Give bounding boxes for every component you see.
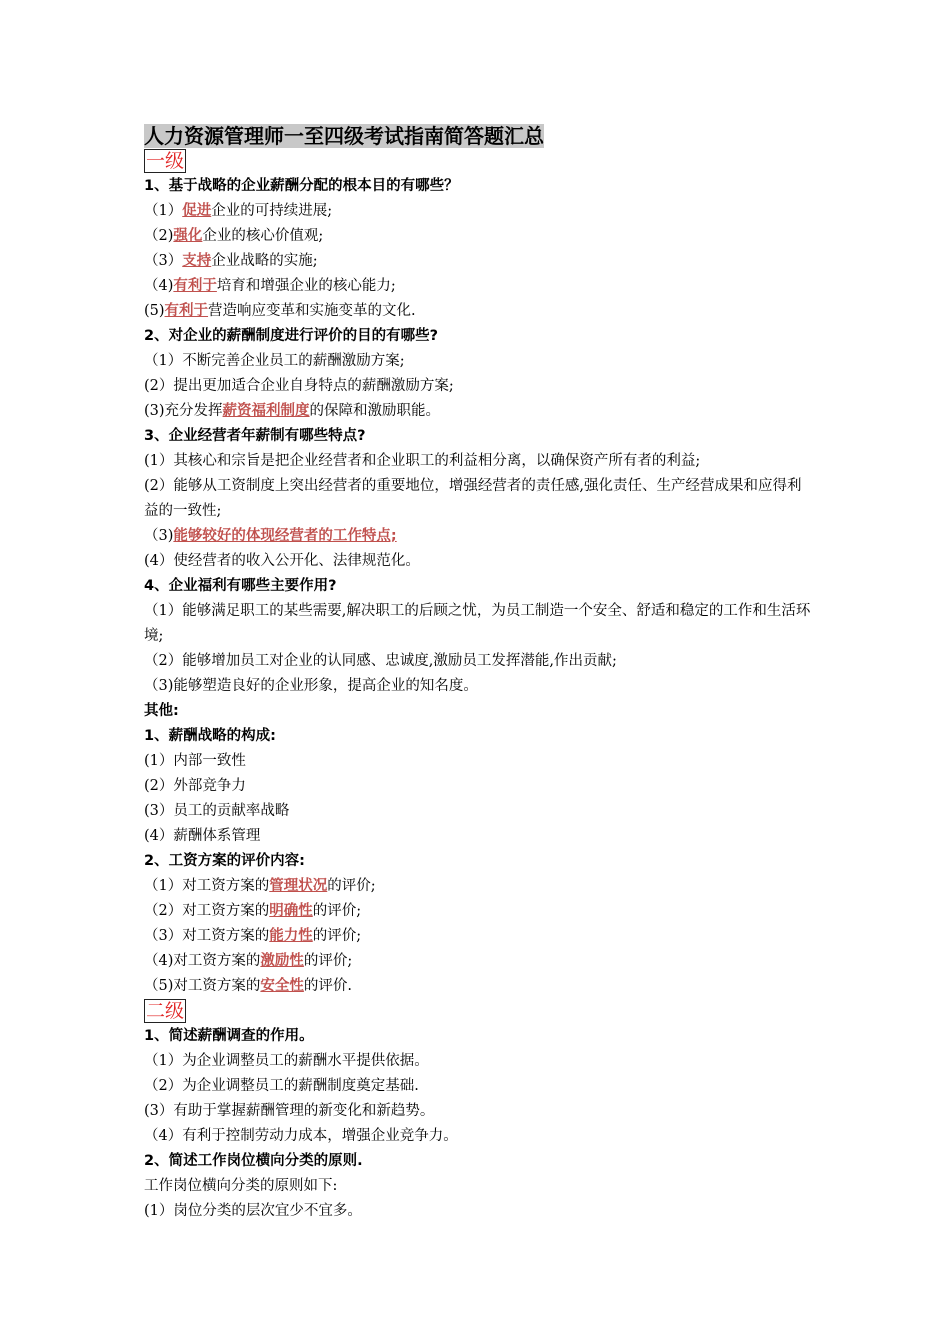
answer-line: (1）其核心和宗旨是把企业经营者和企业职工的利益相分离，以确保资产所有者的利益; [144, 453, 701, 469]
question-heading: 2、对企业的薪酬制度进行评价的目的有哪些? [144, 328, 438, 344]
highlight-term: 安全性 [260, 978, 304, 994]
question-heading: 1、简述薪酬调查的作用。 [144, 1028, 314, 1044]
answer-line: (1）岗位分类的层次宜少不宜多。 [144, 1203, 362, 1219]
answer-line: (4）使经营者的收入公开化、法律规范化。 [144, 553, 420, 569]
answer-line: (2）提出更加适合企业自身特点的薪酬激励方案; [144, 378, 454, 394]
document-title: 人力资源管理师一至四级考试指南简答题汇总 [144, 124, 544, 148]
question-heading: 2、简述工作岗位横向分类的原则. [144, 1153, 363, 1169]
highlight-term: 薪资福利制度 [222, 403, 310, 419]
highlight-term: 激励性 [260, 953, 304, 969]
answer-line: （2）对工资方案的明确性的评价; [144, 903, 362, 919]
highlight-term: 能够较好的体现经营者的工作特点; [173, 528, 397, 544]
level2-heading: 二级 [146, 1000, 185, 1022]
answer-intro: 工作岗位横向分类的原则如下: [144, 1178, 338, 1194]
level1-heading-wrap [144, 149, 812, 174]
answer-line: (1）内部一致性 [144, 753, 246, 769]
answer-line: （3)能够较好的体现经营者的工作特点; [144, 528, 397, 544]
highlight-term: 明确性 [269, 903, 313, 919]
highlight-term: 有利于 [164, 303, 209, 319]
answer-line: （2）能够增加员工对企业的认同感、忠诚度,激励员工发挥潜能,作出贡献; [144, 653, 617, 669]
level2-heading-wrap [144, 999, 812, 1024]
level1-heading: 一级 [146, 150, 185, 172]
answer-line: （3)能够塑造良好的企业形象，提高企业的知名度。 [144, 678, 478, 694]
question-heading: 4、企业福利有哪些主要作用? [144, 578, 337, 594]
answer-line: （1）促进企业的可持续进展; [144, 203, 333, 219]
highlight-term: 支持 [182, 253, 212, 269]
answer-line: (3)充分发挥薪资福利制度的保障和激励职能。 [144, 403, 441, 419]
answer-line: （1）不断完善企业员工的薪酬激励方案; [144, 353, 405, 369]
answer-line: （3）支持企业战略的实施; [144, 253, 318, 269]
highlight-term: 管理状况 [269, 878, 328, 894]
answer-line: （4)对工资方案的激励性的评价; [144, 953, 353, 969]
answer-line: （2）为企业调整员工的薪酬制度奠定基础. [144, 1078, 419, 1094]
answer-line: (2）能够从工资制度上突出经营者的重要地位，增强经营者的责任感,强化责任、生产经营成果和应得利益的一致性; [144, 478, 802, 519]
question-heading: 1、基于战略的企业薪酬分配的根本目的有哪些？ [144, 178, 459, 194]
answer-line: （3）对工资方案的能力性的评价; [144, 928, 362, 944]
highlight-term: 强化 [173, 228, 203, 244]
answer-line: （1）对工资方案的管理状况的评价; [144, 878, 376, 894]
answer-line: （2)强化企业的核心价值观; [144, 228, 324, 244]
answer-line: （4）有利于控制劳动力成本，增强企业竞争力。 [144, 1128, 458, 1144]
answer-line: (2）外部竞争力 [144, 778, 246, 794]
answer-line: （4)有利于培育和增强企业的核心能力; [144, 278, 396, 294]
answer-line: (5)有利于营造响应变革和实施变革的文化. [144, 303, 416, 319]
document-page [144, 123, 812, 1224]
answer-line: （1）能够满足职工的某些需要,解决职工的后顾之忧，为员工制造一个安全、舒适和稳定的工作和生活环境; [144, 603, 811, 644]
answer-line: （1）为企业调整员工的薪酬水平提供依据。 [144, 1053, 429, 1069]
answer-line: (4）薪酬体系管理 [144, 828, 261, 844]
section-heading-other: 其他: [144, 703, 179, 719]
highlight-term: 能力性 [269, 928, 313, 944]
question-heading: 3、企业经营者年薪制有哪些特点? [144, 428, 366, 444]
answer-line: (3）有助于掌握薪酬管理的新变化和新趋势。 [144, 1103, 435, 1119]
highlight-term: 促进 [182, 203, 212, 219]
answer-line: (3）员工的贡献率战略 [144, 803, 290, 819]
answer-line: （5)对工资方案的安全性的评价. [144, 978, 352, 994]
highlight-term: 有利于 [173, 278, 217, 294]
question-heading: 1、薪酬战略的构成: [144, 728, 276, 744]
question-heading: 2、工资方案的评价内容: [144, 853, 305, 869]
